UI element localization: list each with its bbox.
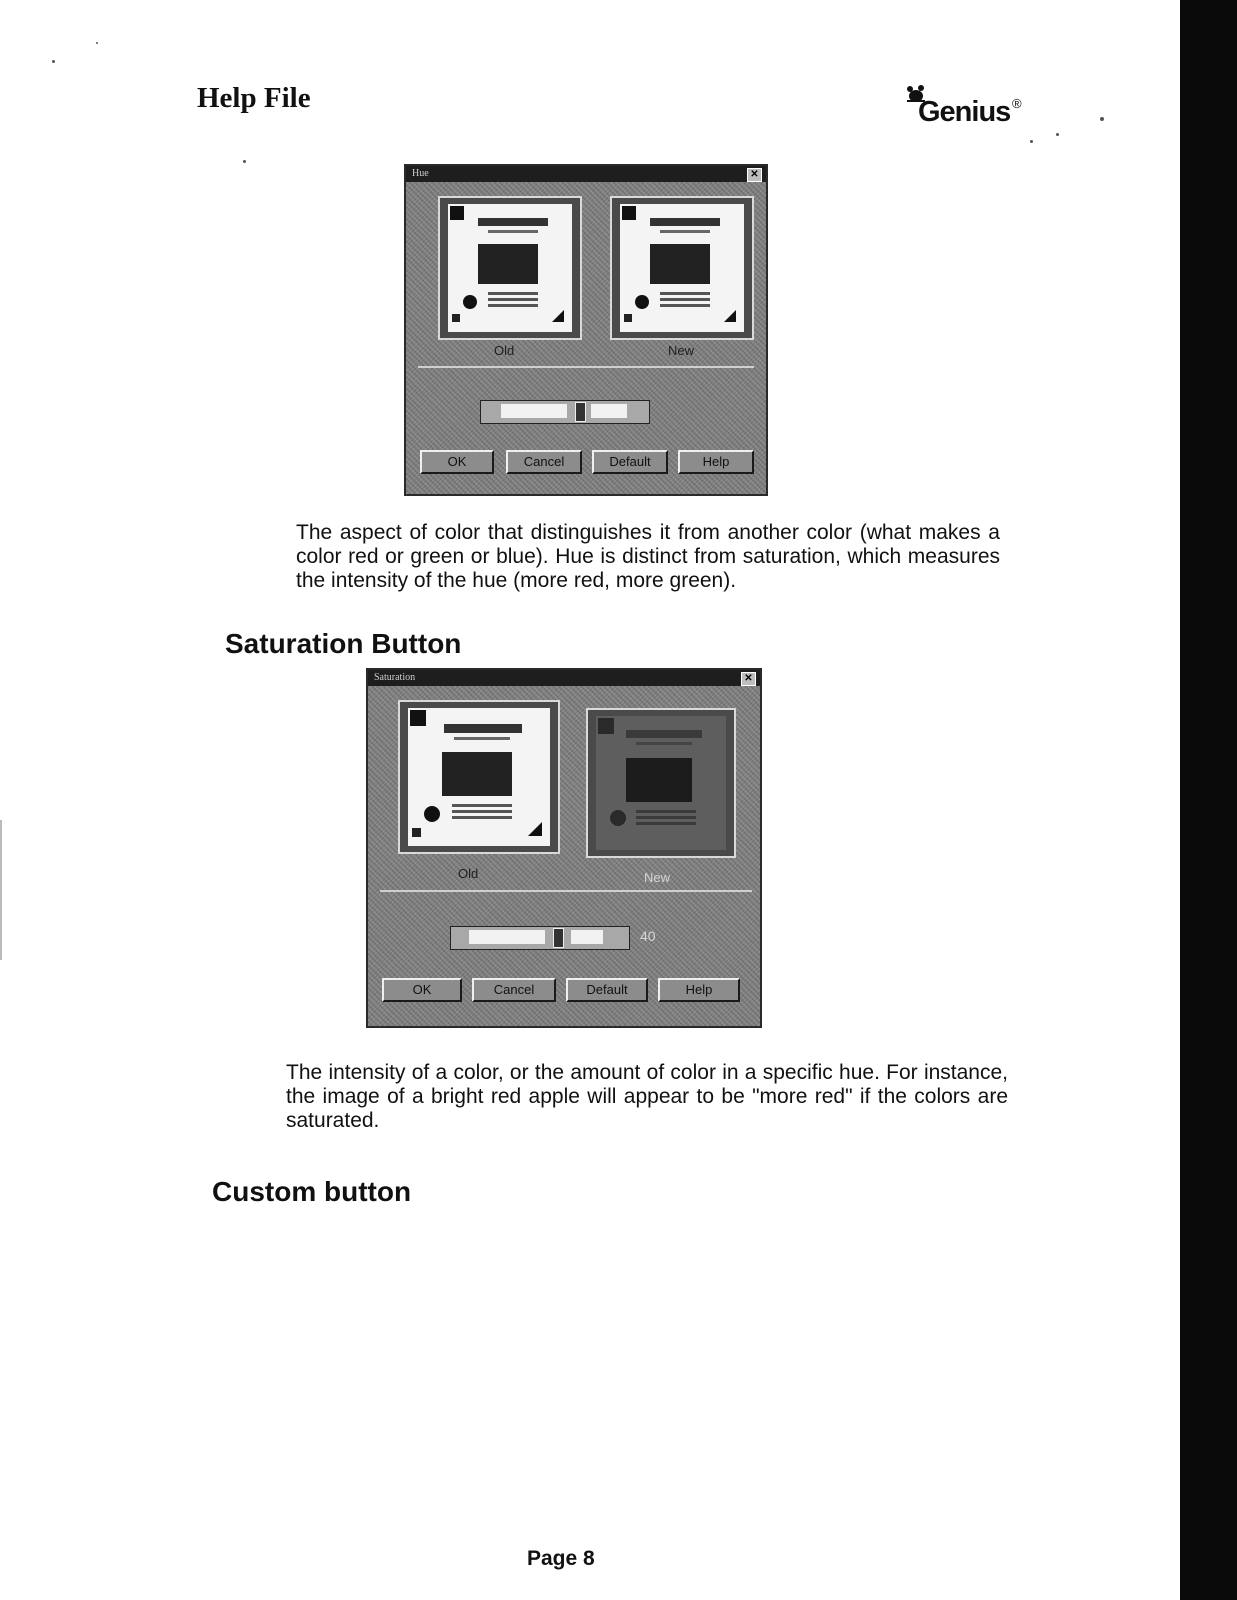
new-preview-image [620,204,744,332]
dialog-titlebar [406,166,766,182]
divider [380,890,752,892]
slider-thumb[interactable] [553,928,564,948]
scan-speck [243,160,246,163]
cancel-button[interactable]: Cancel [472,978,556,1002]
slider-segment [469,930,545,944]
saturation-slider[interactable] [450,926,630,950]
header-title: Help File [197,82,311,114]
default-button[interactable]: Default [566,978,648,1002]
dialog-title: Hue [412,168,429,179]
saturation-heading: Saturation Button [225,628,462,659]
scan-speck [96,42,98,44]
slider-segment [591,404,627,418]
custom-heading: Custom button [212,1176,412,1207]
document-thumbnail-icon [620,204,740,328]
ok-button[interactable]: OK [420,450,494,474]
old-preview-image [408,708,550,846]
saturation-value: 40 [640,928,656,944]
help-button[interactable]: Help [678,450,754,474]
scan-speck [1030,140,1033,143]
saturation-description: The intensity of a color, or the amount of color in a specific hue. For instance, the image of a bright red apple will appear to be "more red" if the colors are saturated. [286,1061,1008,1132]
old-label: Old [458,866,479,881]
document-thumbnail-icon [448,204,568,328]
old-preview [438,196,582,340]
scan-speck [1056,133,1059,136]
hue-description: The aspect of color that distinguishes it from another color (what makes a color red or green or blue). Hue is distinct from saturation, which measures the intensity of the hue (more red, more green). [296,521,1000,592]
ok-button[interactable]: OK [382,978,462,1002]
hue-slider[interactable] [480,400,650,424]
close-icon[interactable]: ✕ [747,168,762,182]
new-preview [610,196,754,340]
close-icon[interactable]: ✕ [741,672,756,686]
page-number: Page 8 [527,1547,595,1570]
old-preview-image [448,204,572,332]
saturation-dialog [366,668,762,1028]
dialog-titlebar [368,670,760,686]
help-button[interactable]: Help [658,978,740,1002]
old-preview [398,700,560,854]
scan-speck [1100,117,1104,121]
genius-logo [904,84,1034,134]
scan-speck [52,60,55,63]
slider-thumb[interactable] [575,402,586,422]
new-preview [586,708,736,858]
dialog-title: Saturation [374,672,416,683]
document-thumbnail-icon [596,716,722,846]
cancel-button[interactable]: Cancel [506,450,582,474]
new-label: New [668,343,695,358]
hue-dialog [404,164,768,496]
old-label: Old [494,343,515,358]
new-label: New [644,870,671,885]
divider [418,366,754,368]
scan-mark [0,820,2,960]
registered-mark: ® [1012,96,1022,111]
scan-edge [1180,0,1237,1600]
logo-text: Genius [918,96,1011,128]
document-thumbnail-icon [408,708,546,842]
slider-segment [501,404,567,418]
slider-segment [571,930,603,944]
new-preview-image [596,716,726,850]
default-button[interactable]: Default [592,450,668,474]
